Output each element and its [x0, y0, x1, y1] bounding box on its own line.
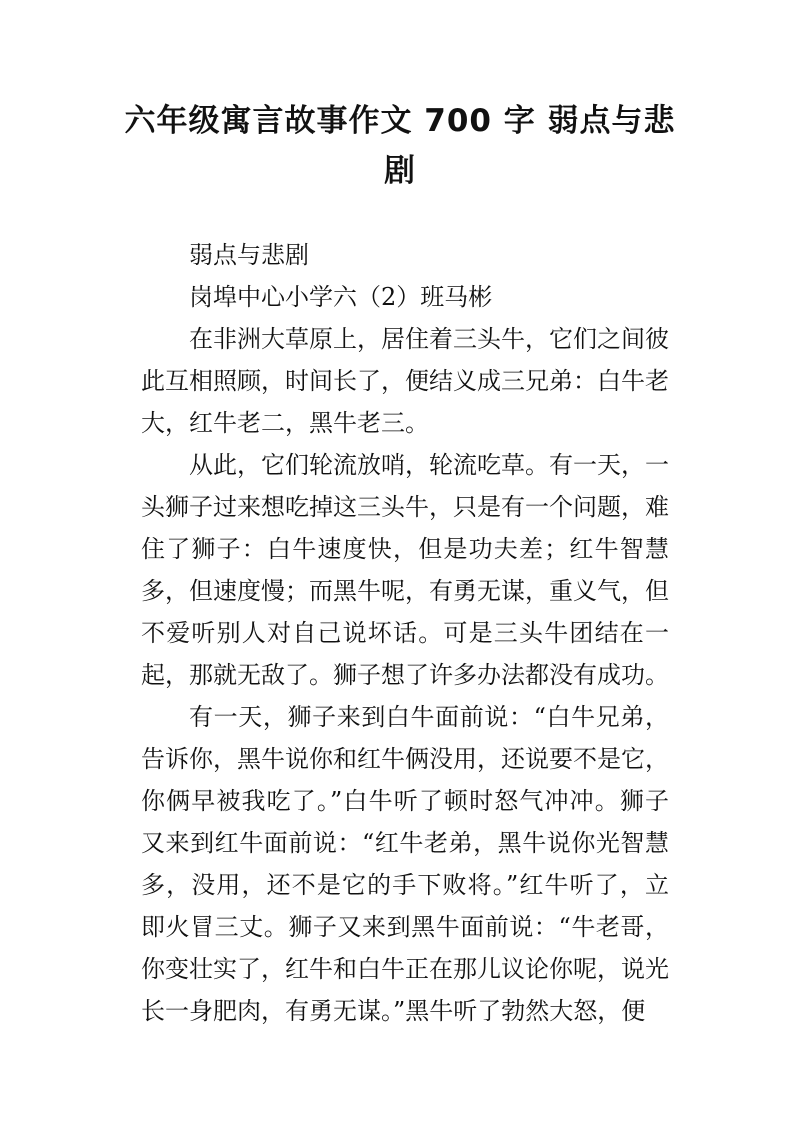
- author-line: 岗埠中心小学六（2）班马彬: [189, 283, 493, 311]
- document-title: 六年级寓言故事作文 700 字 弱点与悲剧: [124, 103, 676, 189]
- paragraph-2: 从此，它们轮流放哨，轮流吃草。有一天，一头狮子过来想吃掉这三头牛，只是有一个问题，难住了狮子：白牛速度快，但是功夫差；红牛智慧多，但速度慢；而黑牛呢，有勇无谋，重义气，但不爱听别人对自己说坏话。可是三头牛团结在一起，那就无敌了。狮子想了许多办法都没有成功。: [141, 451, 669, 689]
- subtitle: 弱点与悲剧: [189, 241, 309, 269]
- paragraph-1: 在非洲大草原上，居住着三头牛，它们之间彼此互相照顾，时间长了，便结义成三兄弟：白牛老大，红牛老二，黑牛老三。: [141, 325, 669, 437]
- paragraph-3: 有一天，狮子来到白牛面前说：“白牛兄弟，告诉你，黑牛说你和红牛俩没用，还说要不是它，你俩早被我吃了。”白牛听了顿时怒气冲冲。狮子又来到红牛面前说：“红牛老弟，黑牛说你光智慧多，没用，还不是它的手下败将。”红牛听了，立即火冒三丈。狮子又来到黑牛面前说：“牛老哥，你变壮实了，红牛和白牛正在那儿议论你呢，说光长一身肥肉，有勇无谋。”黑牛听了勃然大怒，便: [141, 703, 669, 1025]
- document-body: [141, 234, 669, 1032]
